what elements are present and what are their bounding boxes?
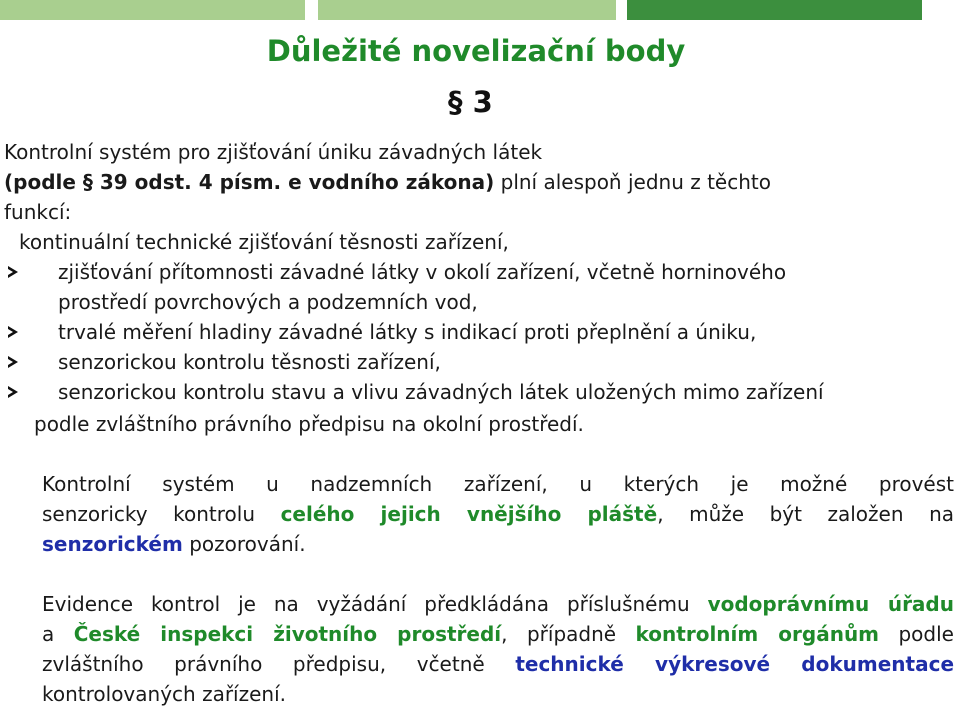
intro-line-3: funkcí: xyxy=(4,200,72,224)
function-item-5: senzorickou kontrolu stavu a vlivu závadných látek uložených mimo zařízení xyxy=(58,380,824,404)
arrow-bullet-icon xyxy=(8,266,20,278)
paragraph-3-line-1: Evidence kontrol je na vyžádání předkládána příslušnému vodoprávnímu úřadu xyxy=(42,592,954,616)
paragraph-3-line-4: kontrolovaných zařízení. xyxy=(42,682,286,706)
paragraph-3-line-2: a České inspekci životního prostředí, případně kontrolním orgánům podle xyxy=(42,622,954,646)
highlight-blue: senzorickém xyxy=(42,532,183,556)
function-item-4: senzorickou kontrolu těsnosti zařízení, xyxy=(58,350,441,374)
slide-title: Důležité novelizační body xyxy=(266,34,686,68)
paragraph-2-line-1: Kontrolní systém u nadzemních zařízení, u kterých je možné provést xyxy=(42,472,954,496)
intro-line-1: Kontrolní systém pro zjišťování úniku závadných látek xyxy=(4,140,543,164)
function-item-3: trvalé měření hladiny závadné látky s indikací proti přeplnění a úniku, xyxy=(58,320,757,344)
highlight-green: České inspekci životního prostředí xyxy=(73,622,502,646)
top-decor-bar-1 xyxy=(0,0,305,20)
highlight-green: celého jejich vnějšího pláště xyxy=(280,502,658,526)
paragraph-2-line-2: senzoricky kontrolu celého jejich vnějšího pláště, může být založen na xyxy=(42,502,954,526)
function-item-2-cont: prostředí povrchových a podzemních vod, xyxy=(58,290,478,314)
arrow-bullet-icon xyxy=(8,326,20,338)
paragraph-2-line-3: senzorickém pozorování. xyxy=(42,532,306,556)
top-decor-bar-3 xyxy=(627,0,922,20)
arrow-bullet-icon xyxy=(8,386,20,398)
function-item-5-cont: podle zvláštního právního předpisu na okolní prostředí. xyxy=(34,412,584,436)
function-item-2: zjišťování přítomnosti závadné látky v okolí zařízení, včetně horninového xyxy=(58,260,787,284)
arrow-bullet-icon xyxy=(8,356,20,368)
top-decor-bar-2 xyxy=(318,0,616,20)
highlight-green: kontrolním orgánům xyxy=(635,622,880,646)
law-reference: (podle § 39 odst. 4 písm. e vodního zákona) xyxy=(4,170,495,194)
highlight-green: vodoprávnímu úřadu xyxy=(707,592,954,616)
function-item-1: kontinuální technické zjišťování těsnosti zařízení, xyxy=(19,230,509,254)
section-heading: § 3 xyxy=(448,85,493,119)
intro-line-2: (podle § 39 odst. 4 písm. e vodního zákona) plní alespoň jednu z těchto xyxy=(4,170,771,194)
paragraph-3-line-3: zvláštního právního předpisu, včetně technické výkresové dokumentace xyxy=(42,652,955,676)
highlight-blue: technické výkresové dokumentace xyxy=(515,652,955,676)
